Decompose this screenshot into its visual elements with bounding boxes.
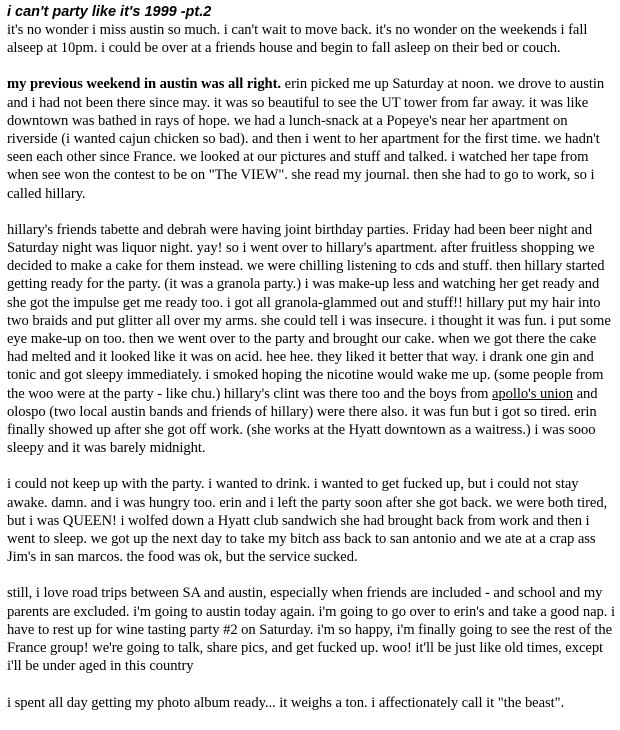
paragraph-5: still, i love road trips between SA and austin, especially when friends are included - and school and my parents are excluded. i'm going to austin today again. i'm going to go over to erin's and take a good nap. i have to rest up for wine tasting party #2 on Saturday. i'm so happy, i'm finally going to see the rest of the France group! we're going to talk, share pics, and get fucked up. woo! it'll be just like old times, except i'll be under aged in this country xyxy=(7,585,615,675)
paragraph-2-lead: my previous weekend in austin was all right. xyxy=(7,76,282,93)
paragraph-1: it's no wonder i miss austin so much. i can't wait to move back. it's no wonder on the weekends i fall alseep at 10pm. i could be over at a friends house and begin to fall asleep on their bed or couch. xyxy=(7,22,588,57)
entry-title: i can't party like it's 1999 -pt.2 xyxy=(7,4,212,20)
paragraph-4: i could not keep up with the party. i wanted to drink. i wanted to get fucked up, but i could not stay awake. damn. and i was hungry too. erin and i left the party soon after she got back. we were both tired, but i was QUEEN! i wolfed down a Hyatt club sandwich she had brought back from work and then i went to sleep. we got up the next day to take my bitch ass back to san antonio and we ate at a crap ass Jim's in san marcos. the food was ok, but the service sucked. xyxy=(7,476,608,566)
paragraph-3-body-after: and olospo (two local austin bands and friends of hillary) were there also. it was fun but i got so tired. erin finally showed up after she got off work. (she works at the Hyatt downtown as a waitress.) i was sooo sleepy and it was barely midnight. xyxy=(7,385,598,457)
paragraph-2-body: erin picked me up Saturday at noon. we drove to austin and i had not been there since may. it was so beautiful to see the UT tower from far away. it was like downtown was bathed in rays of hope. we had a lunch-snack at a Popeye's near her apartment on riverside (i wanted cajun chicken so bad). and then i went to her apartment for the first time. we hadn't seen each other since France. we looked at our pictures and stuff and talked. i watched her tape from when see won the contest to be on "The VIEW". she read my journal. then she had to go to work, so i called hillary. xyxy=(7,76,605,202)
journal-entry xyxy=(7,3,615,730)
paragraph-6: i spent all day getting my photo album ready... it weighs a ton. i affectionately call it "the beast". xyxy=(7,694,565,711)
paragraph-3 xyxy=(7,221,615,458)
paragraph-2 xyxy=(7,75,615,202)
band-link[interactable]: apollo's union xyxy=(492,385,573,402)
paragraph-3-body-before: hillary's friends tabette and debrah were having joint birthday parties. Friday had been beer night and Saturday night was liquor night. yay! so i went over to hillary's apartment. after fruitless shopping we decided to make a cake for them instead. we were chilling listening to cds and stuff. then hillary started getting ready for the party. (it was a granola party.) i was make-up less and watching her get ready and she got the impulse get me ready too. i got all granola-glammed out and stuff!! hillary put my hair into two braids and put glitter all over my arms. she could tell i was insecure. i thought it was fun. i put some eye make-up on too. then we went over to the party and brought our cake. when we got there the cake had melted and it looked like it was on acid. hee hee. they liked it better that way. i drank one gin and tonic and got sleepy immediately. i smoked hoping the nicotine would wake me up. (some people from the woo were at the party - like chu.) hillary's clint was there too and the boys from xyxy=(7,221,611,402)
